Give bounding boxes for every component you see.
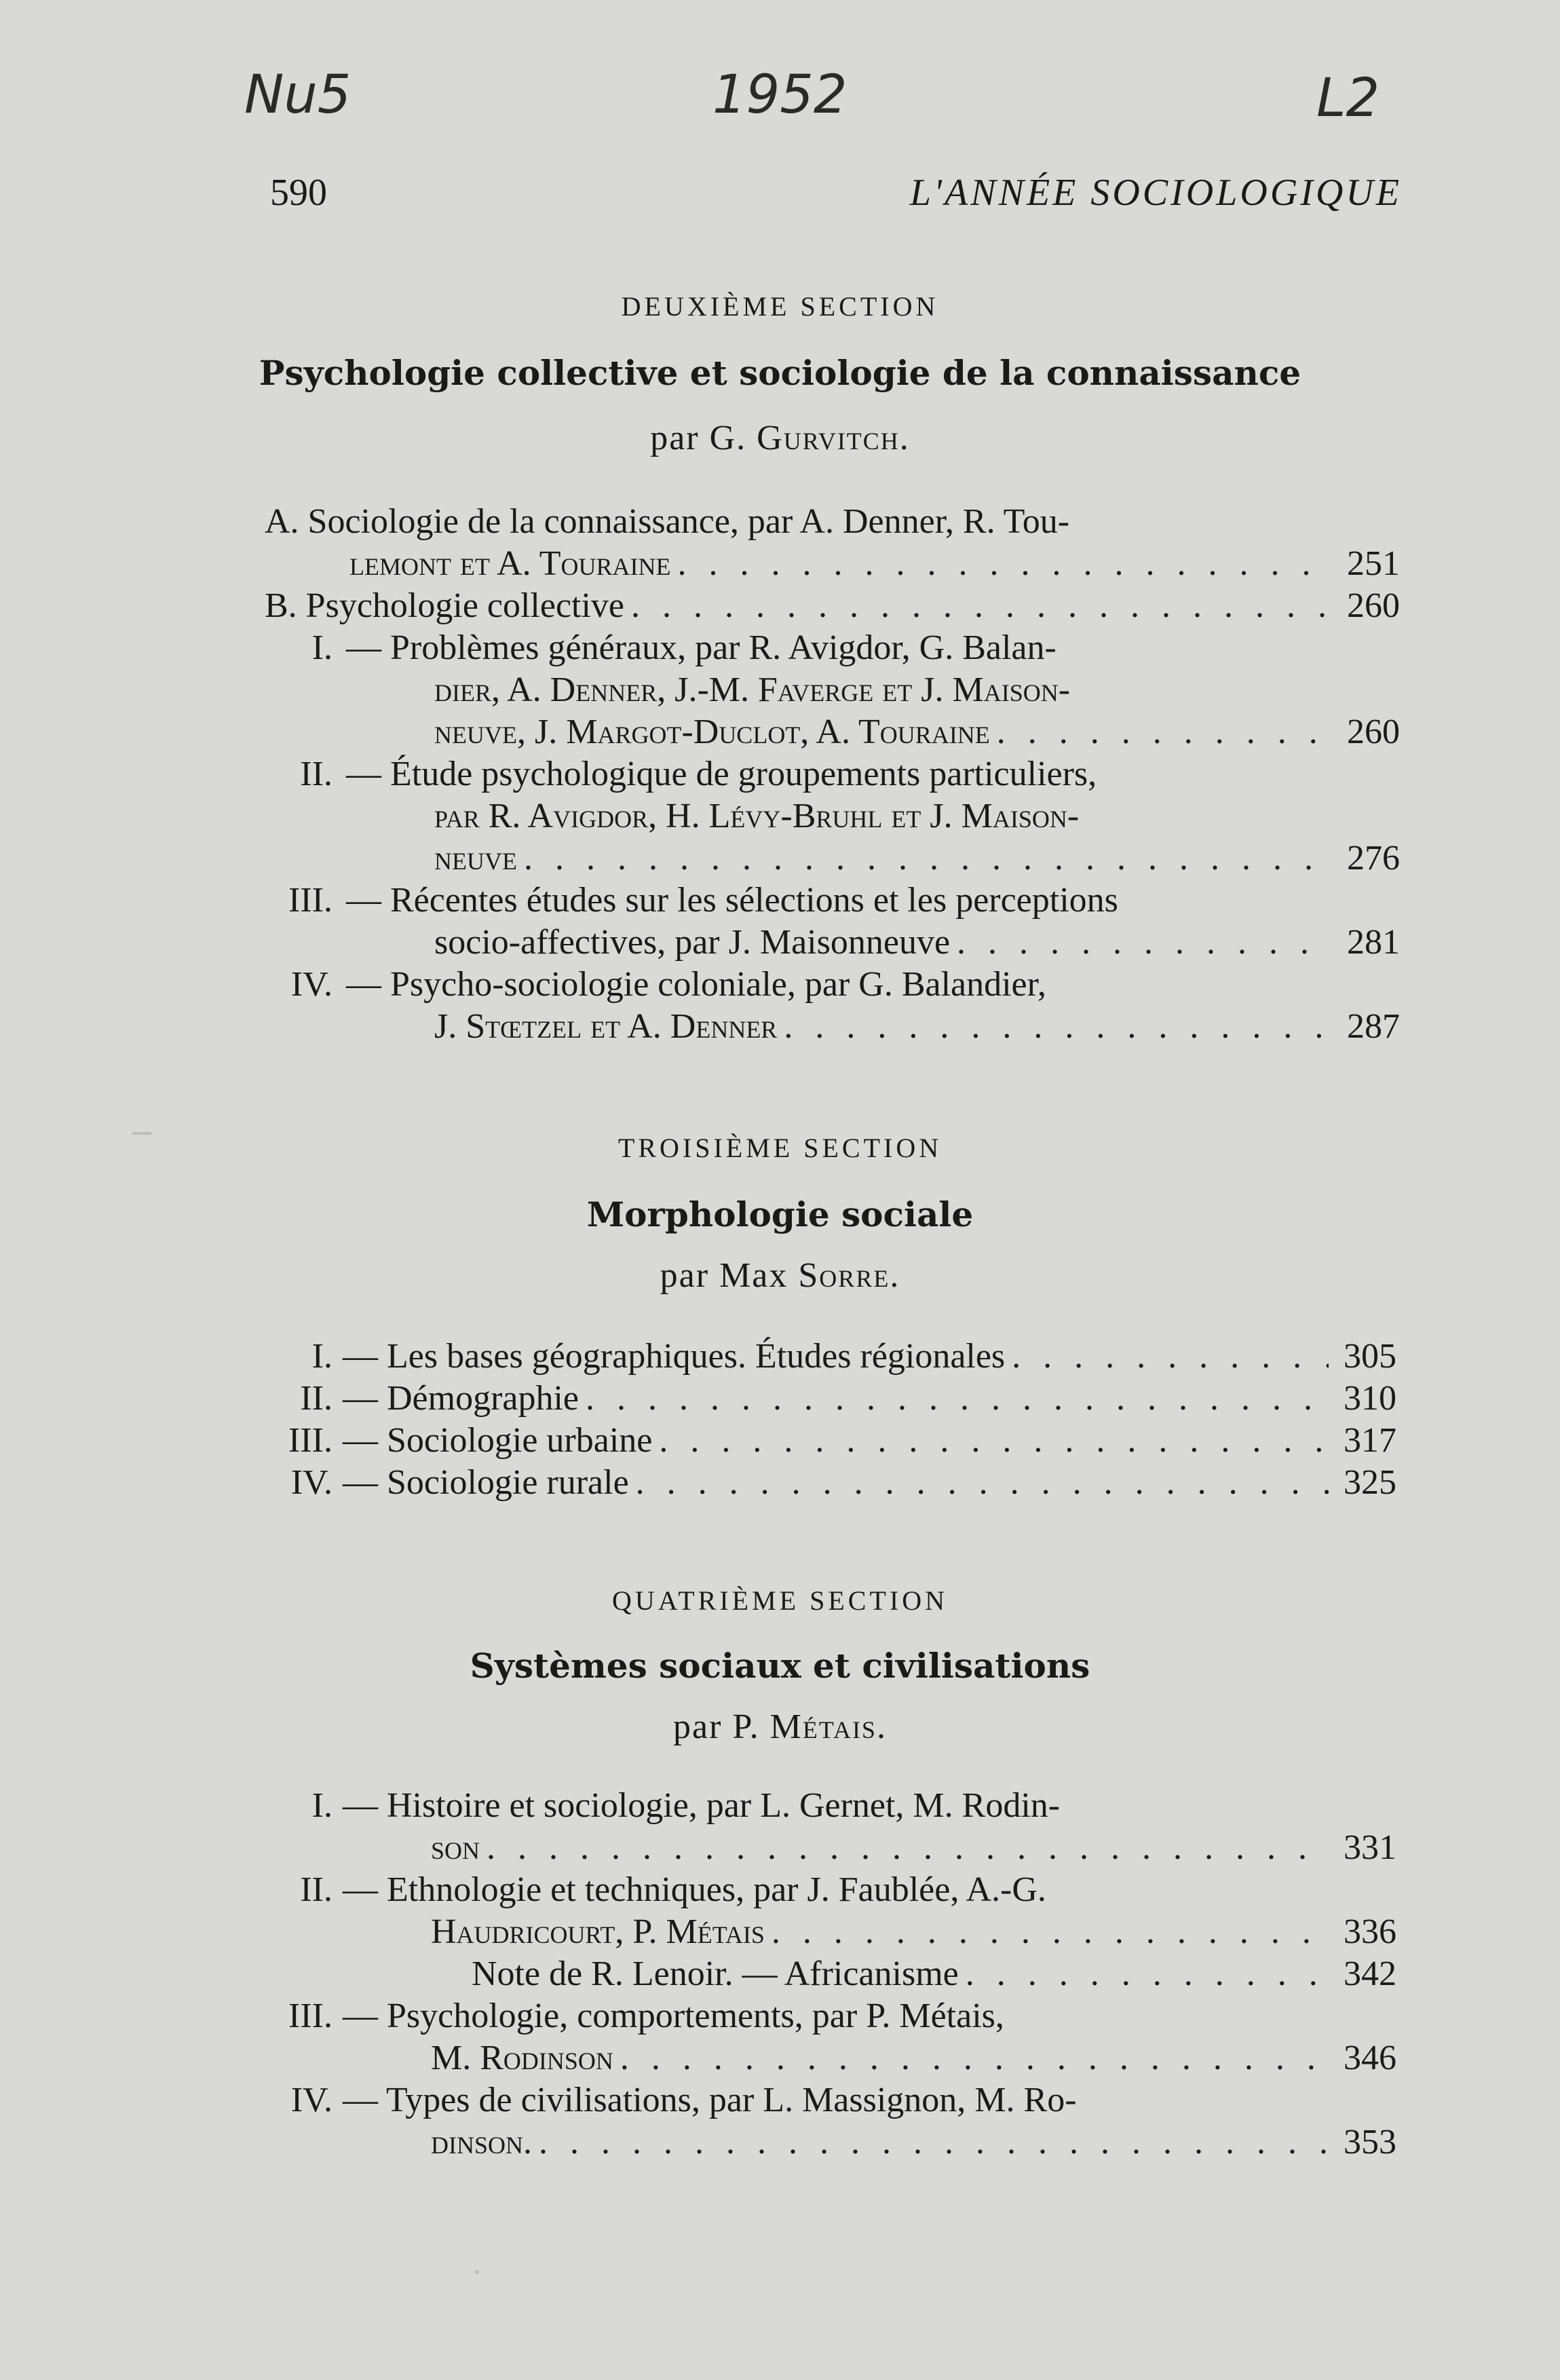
toc-entry: — Sociologie rurale . . . 325 [343, 1462, 1396, 1504]
toc-entry-ii-cont2: neuve . . . 276 [434, 837, 1400, 880]
toc-entry-b: B. Psychologie collective . . . 260 [265, 585, 1400, 627]
roman-numeral: I. [311, 1337, 332, 1376]
toc-entry: — Démographie . . . 310 [343, 1378, 1396, 1420]
toc-entry-i-cont: son . . . 331 [431, 1827, 1396, 1869]
roman-numeral: II. [300, 1870, 332, 1909]
page-ref: 342 [1344, 1954, 1396, 1993]
roman-numeral: IV. [290, 1463, 332, 1502]
roman-numeral: I. [311, 628, 332, 667]
section-label: DEUXIÈME SECTION [621, 291, 939, 322]
section-author: par Max Sorre. [660, 1256, 900, 1295]
roman-numeral: II. [300, 755, 332, 793]
page-ref: 346 [1344, 2039, 1396, 2077]
page-ref: 281 [1347, 923, 1400, 962]
page-number: 590 [270, 172, 327, 214]
toc-entry-iv-cont: J. Stœtzel et A. Denner . . . 287 [434, 1006, 1400, 1048]
journal-title: L'ANNÉE SOCIOLOGIQUE [909, 172, 1402, 214]
handwritten-note-right: L2 [1316, 68, 1380, 129]
page-ref: 317 [1344, 1421, 1396, 1460]
handwritten-note-year: 1952 [712, 64, 848, 126]
toc-entry-iii: — Psychologie, comportements, par P. Métais, [343, 1997, 1004, 2035]
section-label: QUATRIÈME SECTION [612, 1585, 948, 1616]
section-title: Morphologie sociale [586, 1194, 974, 1234]
page-ref: 260 [1347, 713, 1400, 751]
toc-entry-ii: — Ethnologie et techniques, par J. Faublée, A.-G. [343, 1870, 1046, 1909]
toc-entry-i-cont: dier, A. Denner, J.-M. Faverge et J. Maison- [434, 670, 1071, 709]
page-ref: 276 [1347, 839, 1400, 877]
roman-numeral: IV. [290, 965, 332, 1004]
toc-entry-i: — Problèmes généraux, par R. Avigdor, G. Balan- [346, 628, 1057, 667]
roman-numeral: III. [288, 1421, 332, 1460]
page-ref: 336 [1344, 1912, 1396, 1951]
section-author: par G. Gurvitch. [650, 419, 910, 457]
toc-entry: — Sociologie urbaine . . . 317 [343, 1420, 1396, 1462]
page-ref: 353 [1344, 2123, 1396, 2161]
page-ref: 260 [1347, 586, 1400, 625]
page-ref: 305 [1344, 1337, 1396, 1376]
toc-entry: — Les bases géographiques. Études régionales . . . 305 [343, 1336, 1396, 1378]
toc-entry-a-cont: lemont et A. Touraine . . . 251 [349, 543, 1400, 585]
toc-entry-iii: — Récentes études sur les sélections et les perceptions [346, 881, 1118, 920]
toc-entry-note: Note de R. Lenoir. — Africanisme . . . 342 [472, 1953, 1396, 1995]
roman-numeral: II. [300, 1379, 332, 1418]
running-header [270, 171, 1402, 214]
toc-entry-a: A. Sociologie de la connaissance, par A. Denner, R. Tou- [265, 502, 1070, 541]
toc-entry-ii-cont: Haudricourt, P. Métais . . . 336 [431, 1911, 1396, 1953]
handwritten-note-left: Nu5 [244, 64, 351, 126]
paper-mark [475, 2270, 479, 2274]
toc-entry-iii-cont: socio-affectives, par J. Maisonneuve . . . 281 [434, 922, 1400, 964]
page-ref: 310 [1344, 1379, 1396, 1418]
page-ref: 331 [1344, 1828, 1396, 1867]
roman-numeral: III. [288, 881, 332, 920]
toc-entry-i-cont2: neuve, J. Margot-Duclot, A. Touraine . . . 260 [434, 711, 1400, 753]
roman-numeral: IV. [290, 2081, 332, 2119]
toc-entry-iv: — Psycho-sociologie coloniale, par G. Balandier, [346, 965, 1046, 1004]
toc-entry-iv: — Types de civilisations, par L. Massignon, M. Ro- [343, 2081, 1077, 2119]
section-title: Psychologie collective et sociologie de la connaissance [259, 353, 1301, 393]
section-title: Systèmes sociaux et civilisations [470, 1646, 1090, 1686]
section-label: TROISIÈME SECTION [617, 1133, 943, 1163]
toc-entry-iii-cont: M. Rodinson . . . 346 [431, 2037, 1396, 2079]
roman-numeral: III. [288, 1997, 332, 2035]
page-ref: 287 [1347, 1007, 1400, 1046]
toc-entry-ii-cont: par R. Avigdor, H. Lévy-Bruhl et J. Maison- [434, 797, 1080, 835]
paper-mark [132, 1132, 151, 1135]
page-ref: 325 [1344, 1463, 1396, 1502]
toc-entry-ii: — Étude psychologique de groupements particuliers, [346, 755, 1097, 793]
section-author: par P. Métais. [673, 1707, 887, 1746]
page-ref: 251 [1347, 544, 1400, 583]
roman-numeral: I. [311, 1786, 332, 1825]
toc-entry-iv-cont: dinson. . . . 353 [431, 2121, 1396, 2164]
toc-entry-i: — Histoire et sociologie, par L. Gernet, M. Rodin- [343, 1786, 1061, 1825]
